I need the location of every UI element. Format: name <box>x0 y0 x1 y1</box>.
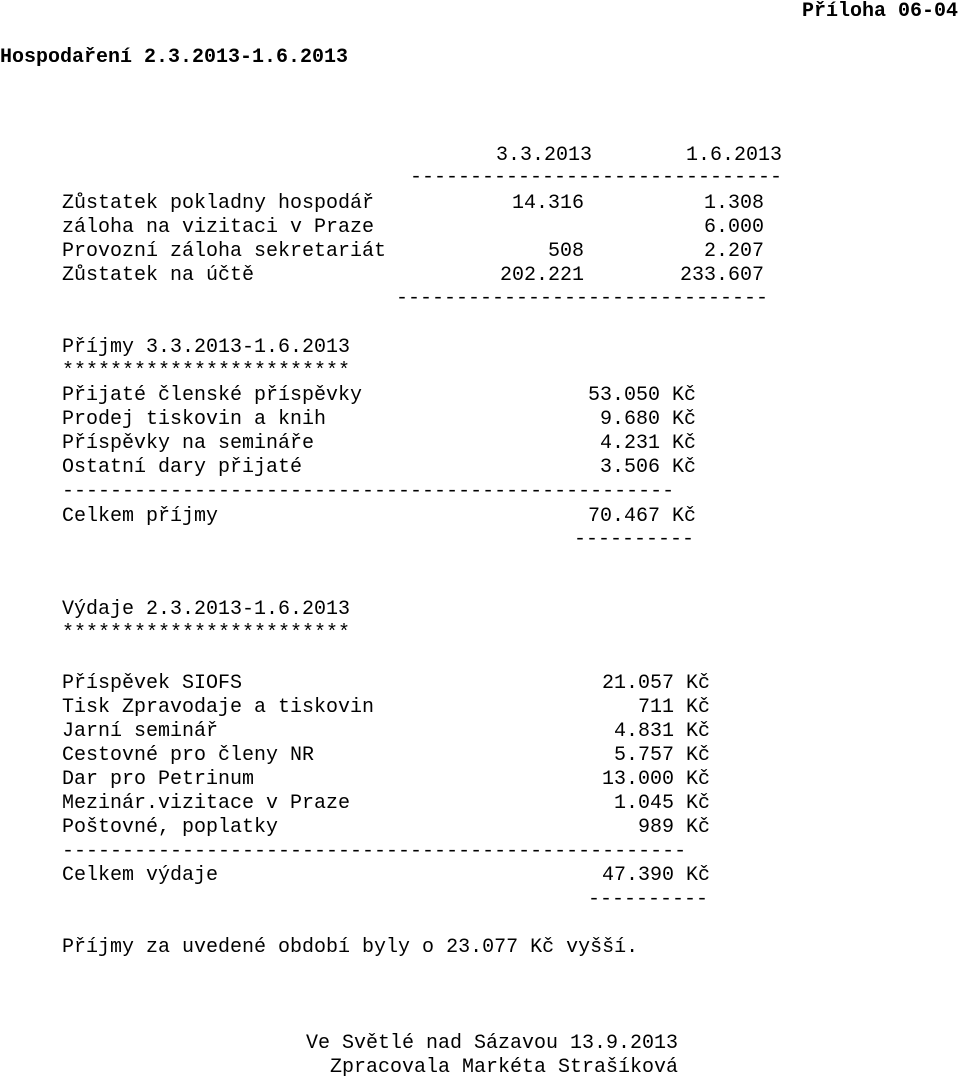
balance-col1-header: 3.3.2013 <box>496 144 593 167</box>
footer-prepared-by: Zpracovala Markéta Strašíková <box>330 1056 679 1079</box>
balance-row-label: Zůstatek na účtě <box>62 264 255 287</box>
summary-text: Příjmy za uvedené období byly o 23.077 Kč vyšší. <box>62 936 639 959</box>
balance-row-label: záloha na vizitaci v Praze <box>62 216 375 239</box>
expenses-stars: ************************ <box>62 622 351 645</box>
income-total-value: 70.467 Kč <box>587 505 696 528</box>
income-stars: ************************ <box>62 360 351 383</box>
balance-row-value-2: 1.308 <box>703 192 764 215</box>
balance-separator-top: ------------------------------- <box>410 166 783 189</box>
expense-row-value: 21.057 Kč <box>601 672 710 695</box>
income-row-value: 3.506 Kč <box>599 456 696 479</box>
expense-row-label: Mezinár.vizitace v Praze <box>62 792 351 815</box>
balance-row-value-1: 202.221 <box>499 264 584 287</box>
expenses-heading: Výdaje 2.3.2013-1.6.2013 <box>62 598 351 621</box>
footer-place-date: Ve Světlé nad Sázavou 13.9.2013 <box>306 1032 679 1055</box>
expense-row-value: 13.000 Kč <box>601 768 710 791</box>
balance-row-value-2: 233.607 <box>679 264 764 287</box>
income-total-underline: ---------- <box>574 528 695 551</box>
income-row-label: Příspěvky na semináře <box>62 432 315 455</box>
balance-row-value-1: 508 <box>547 240 584 263</box>
income-row-label: Ostatní dary přijaté <box>62 456 303 479</box>
expense-row-label: Cestovné pro členy NR <box>62 744 315 767</box>
expense-row-label: Jarní seminář <box>62 720 219 743</box>
document-title: Hospodaření 2.3.2013-1.6.2013 <box>0 46 349 69</box>
income-row-value: 53.050 Kč <box>587 384 696 407</box>
income-heading: Příjmy 3.3.2013-1.6.2013 <box>62 336 351 359</box>
income-row-label: Přijaté členské příspěvky <box>62 384 363 407</box>
expense-row-value: 5.757 Kč <box>613 744 710 767</box>
expense-row-value: 4.831 Kč <box>613 720 710 743</box>
expenses-total-value: 47.390 Kč <box>601 864 710 887</box>
income-row-value: 9.680 Kč <box>599 408 696 431</box>
expense-row-value: 711 Kč <box>637 696 710 719</box>
balance-row-value-1: 14.316 <box>511 192 584 215</box>
expense-row-label: Tisk Zpravodaje a tiskovin <box>62 696 375 719</box>
expense-row-label: Příspěvek SIOFS <box>62 672 243 695</box>
expenses-total-label: Celkem výdaje <box>62 864 219 887</box>
balance-row-label: Zůstatek pokladny hospodář <box>62 192 375 215</box>
income-separator: --------------------------------------------------- <box>62 480 675 503</box>
income-total-label: Celkem příjmy <box>62 505 219 528</box>
expense-row-value: 989 Kč <box>637 816 710 839</box>
balance-row-value-2: 2.207 <box>703 240 764 263</box>
balance-separator-bottom: ------------------------------- <box>396 287 769 310</box>
expenses-separator: ---------------------------------------------------- <box>62 840 687 863</box>
balance-col2-header: 1.6.2013 <box>686 144 783 167</box>
income-row-value: 4.231 Kč <box>599 432 696 455</box>
balance-row-value-2: 6.000 <box>703 216 764 239</box>
expense-row-label: Dar pro Petrinum <box>62 768 255 791</box>
balance-row-label: Provozní záloha sekretariát <box>62 240 387 263</box>
attachment-label: Příloha 06-04 <box>801 0 958 23</box>
expense-row-label: Poštovné, poplatky <box>62 816 279 839</box>
expenses-total-underline: ---------- <box>588 888 709 911</box>
expense-row-value: 1.045 Kč <box>613 792 710 815</box>
income-row-label: Prodej tiskovin a knih <box>62 408 327 431</box>
